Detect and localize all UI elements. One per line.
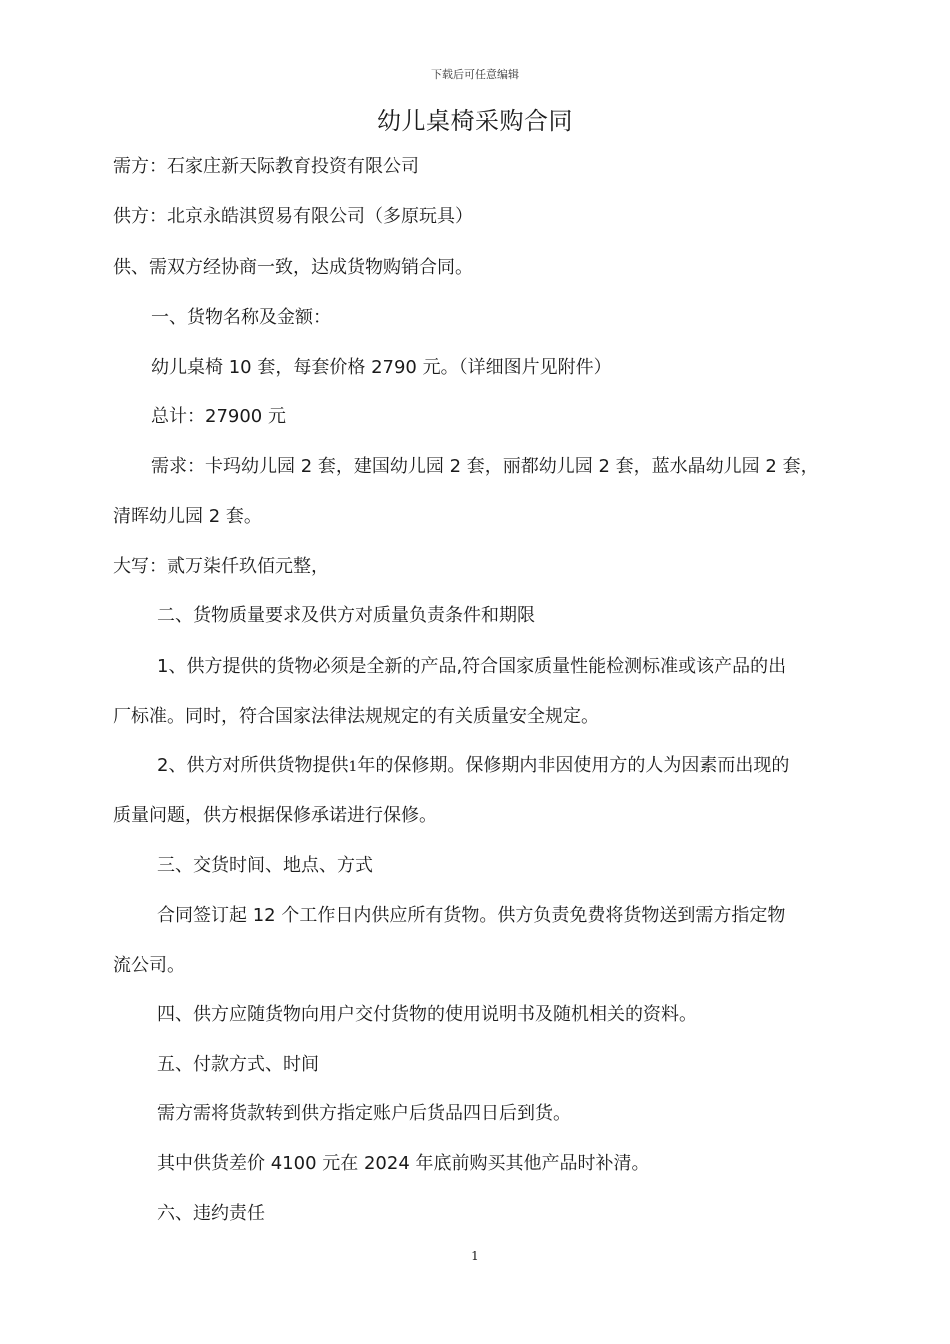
document-title: 幼儿桌椅采购合同 bbox=[377, 107, 573, 135]
agreement-line: 供、需双方经协商一致，达成货物购销合同。 bbox=[113, 257, 473, 278]
section-3-heading: 三、交货时间、地点、方式 bbox=[157, 855, 373, 876]
goods-line: 幼儿桌椅 10 套，每套价格 2790 元。（详细图片见附件） bbox=[151, 357, 612, 378]
quality-clause-1: 1、供方提供的货物必须是全新的产品,符合国家质量性能检测标准或该产品的出 bbox=[157, 656, 787, 677]
delivery-line: 合同签订起 12 个工作日内供应所有货物。供方负责免费将货物送到需方指定物 bbox=[157, 905, 786, 926]
supplier-line: 供方：北京永皓淇贸易有限公司（多原玩具） bbox=[113, 206, 473, 227]
payment-line: 需方需将货款转到供方指定账户后货品四日后到货。 bbox=[157, 1103, 571, 1124]
warranty-clause bbox=[157, 754, 789, 779]
section-5-heading: 五、付款方式、时间 bbox=[157, 1054, 319, 1075]
section-4-line: 四、供方应随货物向用户交付货物的使用说明书及随机相关的资料。 bbox=[157, 1004, 697, 1025]
warranty-clause-cont: 质量问题，供方根据保修承诺进行保修。 bbox=[113, 805, 437, 826]
page-number: 1 bbox=[471, 1249, 479, 1263]
section-6-heading: 六、违约责任 bbox=[157, 1203, 265, 1224]
quality-clause-1-cont: 厂标准。同时，符合国家法律法规规定的有关质量安全规定。 bbox=[113, 706, 599, 727]
buyer-line: 需方：石家庄新天际教育投资有限公司 bbox=[113, 156, 419, 177]
demand-line-cont: 清晖幼儿园 2 套。 bbox=[113, 506, 262, 527]
warranty-text-after: 年的保修期。保修期内非因使用方的人为因素而出现的 bbox=[357, 755, 790, 776]
total-line: 总计：27900 元 bbox=[151, 406, 286, 427]
price-difference-line: 其中供货差价 4100 元在 2024 年底前购买其他产品时补清。 bbox=[157, 1153, 650, 1174]
delivery-line-cont: 流公司。 bbox=[113, 955, 185, 976]
section-2-heading: 二、货物质量要求及供方对质量负责条件和期限 bbox=[157, 605, 535, 626]
warranty-text-before: 2、供方对所供货物提供 bbox=[157, 755, 349, 776]
amount-in-words: 大写：贰万柒仟玖佰元整， bbox=[113, 556, 329, 577]
section-1-heading: 一、货物名称及金额： bbox=[151, 307, 331, 328]
warranty-years: 1 bbox=[348, 759, 358, 775]
demand-line: 需求：卡玛幼儿园 2 套，建国幼儿园 2 套，丽都幼儿园 2 套，蓝水晶幼儿园 2 套， bbox=[151, 456, 819, 477]
header-note: 下载后可任意编辑 bbox=[431, 68, 519, 81]
